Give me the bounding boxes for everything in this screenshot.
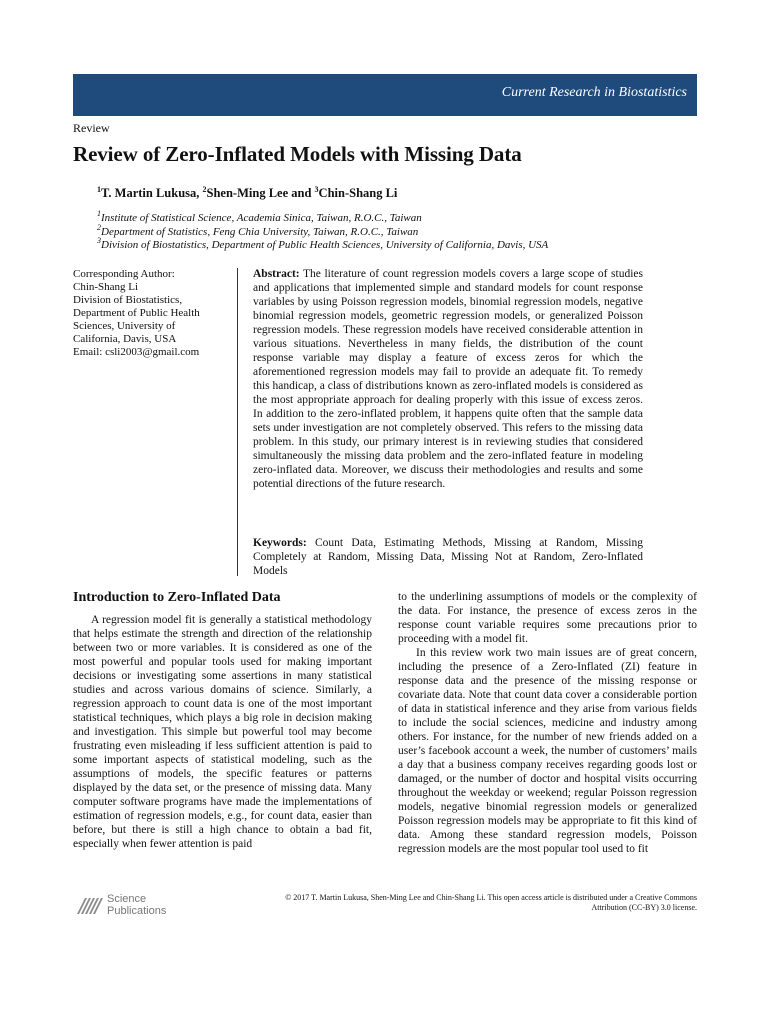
author-list: $^1$T. Martin Lukusa, $^2$Shen-Ming Lee and $^3$Chin-Shang Li <box>97 185 398 200</box>
publisher-name: Science Publications <box>107 893 167 917</box>
abstract <box>253 267 643 491</box>
author-marker: 2 <box>202 185 207 194</box>
section-heading: Introduction to Zero-Inflated Data <box>73 590 281 605</box>
corresponding-author <box>73 268 233 359</box>
corresponding-address: Division of Biostatistics, <box>73 294 183 306</box>
body-column-right <box>398 590 697 856</box>
journal-banner <box>73 74 697 116</box>
corresponding-email[interactable]: Email: csli2003@gmail.com <box>73 346 200 358</box>
abstract-label: Abstract: <box>253 268 300 280</box>
keywords-label: Keywords: <box>253 537 307 549</box>
corresponding-address: California, Davis, USA <box>73 333 177 345</box>
author-marker: 1 <box>97 185 101 194</box>
corresponding-address: Sciences, University of <box>73 320 176 332</box>
body-paragraph: In this review work two main issues are of great concern, including the presence of a Zero-Inflated (ZI) feature in response data and the presence of the missing response or covariate data. Note that count data cover a considerable portion of data in statistical inference and they arise from various fields to include the social sciences, medicine and industry among others. For instance, for the number of new friends added on a user’s facebook account a week, the number of customers’ mails a day that a business company receives regarding goods lost or damaged, or the number of doctor and hospital visits occurring throughout the weekday or weekend; regular Poisson regression models, negative binomial regression models or generalized Poisson regression models may be appropriate to fit this kind of data. Among these standard regression models, Poisson regression models are the most popular tool used to fit <box>398 647 697 855</box>
affiliation: $^2$Department of Statistics, Feng Chia University, Taiwan, R.O.C., Taiwan <box>97 222 419 238</box>
article-type: Review <box>73 121 110 135</box>
body-paragraph: to the underlining assumptions of models or the complexity of the data. For instance, the presence of excess zeros in the response count variable requires some precautions prior to proceeding with a model fit. <box>398 591 697 645</box>
author-name: Shen-Ming Lee <box>206 186 289 200</box>
author-marker: 3 <box>314 185 319 194</box>
keywords-text: Count Data, Estimating Methods, Missing at Random, Missing Completely at Random, Missing Data, Missing Not at Random, Zero-Inflated Models <box>253 537 644 577</box>
author-name: Chin-Shang Li <box>318 186 398 200</box>
article-title: Review of Zero-Inflated Models with Missing Data <box>73 142 522 166</box>
body-column-left <box>73 613 372 851</box>
journal-name: Current Research in Biostatistics <box>501 85 687 100</box>
copyright-notice: © 2017 T. Martin Lukusa, Shen-Ming Lee and Chin-Shang Li. This open access article is distributed under a Creative Commons Attribution (CC-BY) 3.0 license. <box>285 893 697 912</box>
author-name: T. Martin Lukusa <box>101 186 197 200</box>
keywords <box>253 536 643 578</box>
corresponding-name: Chin-Shang Li <box>73 281 139 293</box>
affiliation-list <box>97 209 549 253</box>
corresponding-label: Corresponding Author: <box>73 268 175 280</box>
corresponding-address: Department of Public Health <box>73 307 200 319</box>
abstract-text: The literature of count regression models covers a large scope of studies and applications that implemented simple and standard models for count response variables by using Poisson regression models, binomial regression models, negative binomial regression models, geometric regression models, or generalized Poisson regression models. These regression models have received considerable attention in various situations. Nevertheless in many fields, the distribution of the count response variable may display a feature of excess zeros for which the aforementioned regression models may fail to provide an adequate fit. To remedy this handicap, a class of distributions known as zero-inflated models is considered as the most appropriate approach for dealing properly with this issue of excess zeros. In addition to the zero-inflated problem, it happens quite often that the sample data sets under investigation are not completely observed. This refers to the missing data problem. In this study, our primary interest is in reviewing studies that considered simultaneously the missing data problem and the zero-inflated feature in modeling zero-inflated data. Moreover, we discuss their methodologies and results and some potential directions of the future research. <box>253 268 643 490</box>
abstract-divider <box>237 268 238 576</box>
affiliation: $^3$Division of Biostatistics, Department of Public Health Sciences, University of California, Davis, USA <box>97 236 549 251</box>
affiliation: $^1$Institute of Statistical Science, Academia Sinica, Taiwan, R.O.C., Taiwan <box>97 209 422 224</box>
body-paragraph: A regression model fit is generally a statistical methodology that helps estimate the strength and direction of the relationship between two or more variables. It is considered as one of the most powerful and popular tools used for making important decisions or investigating some assertions in many statistical studies and across various domains of science. Similarly, a regression approach to count data is one of the most important statistical techniques, which plays a big role in decision making and investigation. This simple but powerful tool may become frustrating even misleading if less sufficient attention is paid to some important aspects of statistical modeling, such as the assumptions of models, the specific features or patterns displayed by the data set, or the presence of missing data. Many computer software programs have made the implementations of estimation of regression models, e.g., for count data, easier than before, but there is still a high chance to obtain a bad fit, especially when fewer attention is paid <box>73 614 372 850</box>
